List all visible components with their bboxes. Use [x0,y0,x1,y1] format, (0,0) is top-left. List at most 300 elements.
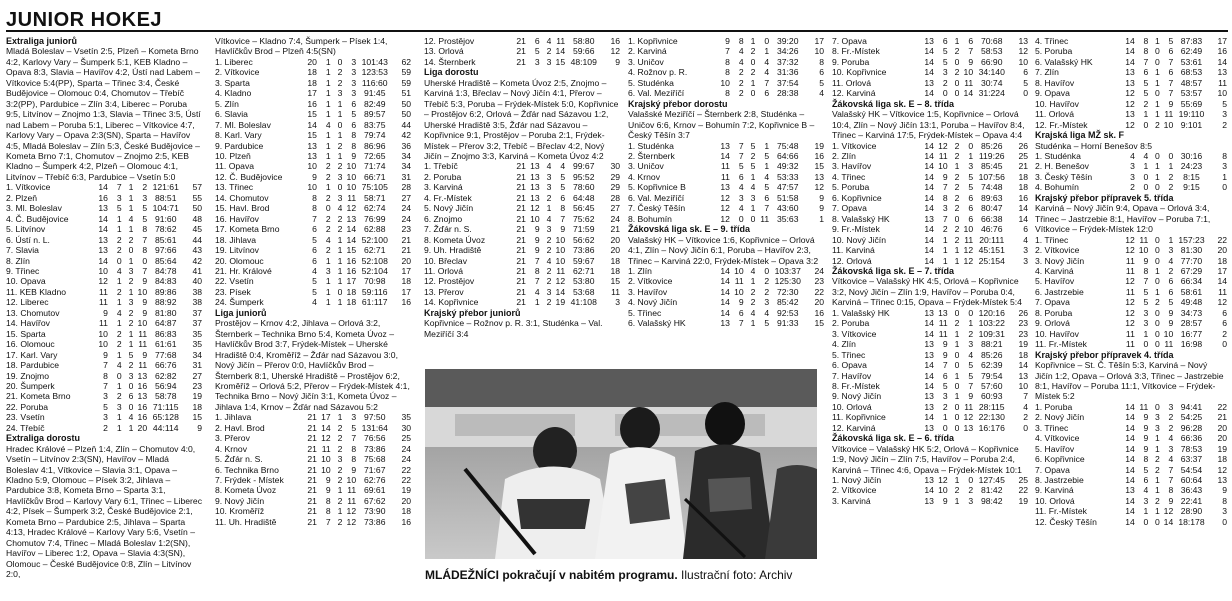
team-name: 9. Třinec [6,265,40,276]
team-name: 3. Uničov [628,161,664,172]
losses: 13 [137,370,148,381]
section-heading: Krajský přebor přípravek 5. třída [1035,192,1174,203]
wins: 5 [942,46,948,57]
table-row [832,329,1028,339]
score: 37:54 [776,77,799,88]
team-name: 2. Zlín [832,150,856,161]
score: 56:45 [572,203,595,214]
table-row [215,57,411,67]
score: 103:22 [978,318,1005,329]
draws: 1 [337,150,343,161]
score: 70:98 [363,276,386,287]
points: 22 [1217,401,1227,412]
wins: 1 [1143,161,1149,172]
table-row [215,433,411,443]
losses: 6 [351,98,357,109]
team-name: 16. Havířov [215,213,259,224]
points: 27 [192,370,202,381]
losses: 3 [968,339,974,350]
draws: 0 [1155,516,1160,527]
table-row [1035,506,1227,516]
losses: 14 [346,234,357,245]
table-row [1035,109,1227,119]
points: 19 [192,391,202,402]
losses: 11 [760,213,770,224]
points: 17 [401,286,411,297]
games: 8 [725,88,730,99]
wins: 8 [1143,46,1149,57]
draws: 1 [128,255,134,266]
table-row [215,485,411,495]
losses: 6 [1168,67,1174,78]
score: 53:57 [1180,88,1203,99]
wins: 1 [534,297,540,308]
games: 3 [103,391,108,402]
team-name: 1. Nový Jičín [832,475,882,486]
table-row [832,235,1028,245]
score: 86:83 [154,328,177,339]
team-name: 18. Jihlava [215,234,257,245]
games: 14 [720,265,730,276]
losses: 1 [764,140,770,151]
score: 63:37 [1180,454,1203,465]
wins: 9 [942,495,948,506]
losses: 6 [968,36,974,46]
score: 62:76 [363,475,386,486]
team-name: 1. Vítkovice [832,140,877,151]
table-row [215,475,411,485]
games: 21 [516,224,526,235]
games: 14 [98,224,108,235]
games: 14 [1125,36,1135,46]
score: 91:45 [363,88,386,99]
points: 19 [1018,339,1028,350]
team-name: 6. Opava [832,360,867,371]
wins: 8 [534,265,540,276]
score: 99:67 [572,161,595,172]
wins: 1 [325,182,331,193]
losses: 18 [346,297,357,308]
draws: 2 [546,234,552,245]
draws: 2 [128,276,134,287]
points: 20 [610,234,620,245]
games: 13 [924,213,934,224]
points: 44 [401,119,411,130]
team-name: 4. Třinec [832,171,866,182]
points: 41 [192,265,202,276]
wins: 4 [116,360,122,371]
table-row [628,318,824,328]
points: 23 [1018,318,1028,329]
draws: 1 [1155,265,1160,276]
games: 14 [924,161,934,172]
team-name: 1. Studénka [1035,150,1081,161]
points: 5 [1222,98,1227,109]
points: 18 [1217,255,1227,266]
games: 13 [924,495,934,506]
results-text: Valašský HK – Vítkovice 1:5, Kopřivnice – Orlová 10:4, Zlín – Nový Jičín 13:1, Poruba – Havířov 8:4, Třinec – Karviná 17:5, Frýdek-Místek – Opava 4:4 [832,109,1025,141]
losses: 9 [1168,318,1174,329]
games: 14 [98,213,108,224]
wins: 9 [534,224,540,235]
table-row [832,182,1028,192]
points: 1 [1222,171,1227,182]
wins: 12 [938,475,948,486]
table-row [1035,433,1227,443]
team-name: 4. Fr.-Místek [424,192,472,203]
table-row [215,99,411,109]
points: 17 [401,265,411,276]
score: 59:116 [361,286,388,297]
team-name: 5. Havířov [1035,276,1075,287]
games: 21 [516,286,526,297]
games: 14 [924,192,934,203]
wins: 10 [938,161,948,172]
table-row [215,287,411,297]
losses: 5 [142,203,148,214]
wins: 1 [325,77,331,88]
losses: 11 [964,234,974,245]
score: 83:75 [363,119,386,130]
games: 21 [516,182,526,193]
draws: 3 [546,224,552,235]
games: 21 [307,506,317,517]
losses: 6 [764,192,770,203]
score: 66:76 [154,360,177,371]
wins: 1 [116,380,122,391]
games: 15 [307,130,317,141]
score: 28:90 [1180,506,1203,517]
wins: 9 [1143,255,1149,266]
wins: 1 [116,224,122,235]
score: 57:60 [980,380,1003,391]
draws: 1 [1155,475,1160,486]
table-row [832,224,1028,234]
points: 5 [819,77,824,88]
points: 37 [192,307,202,318]
table-row [6,360,202,370]
score: 66:90 [980,56,1003,67]
losses: 0 [968,475,974,486]
points: 16 [401,297,411,308]
table-row [628,276,824,286]
wins: 1 [942,234,948,245]
points: 0 [1222,516,1227,527]
wins: 6 [942,370,948,381]
losses: 14 [1163,516,1174,527]
table-row [424,36,620,46]
losses: 9 [1168,98,1174,109]
points: 35 [401,412,411,423]
team-name: 9. Nový Jičín [832,391,882,402]
draws: 0 [1155,46,1160,57]
games: 14 [924,171,934,182]
wins: 9 [325,485,331,496]
table-row [6,381,202,391]
draws: 2 [337,213,343,224]
losses: 5 [351,109,357,120]
losses: 2 [1168,171,1174,182]
games: 21 [516,213,526,224]
losses: 4 [1168,433,1174,444]
table-row [6,256,202,266]
draws: 1 [954,370,960,381]
wins: 1 [116,349,122,360]
score: 86:96 [363,140,386,151]
losses: 7 [968,380,974,391]
team-name: 9. Opava [1035,88,1070,99]
losses: 8 [351,140,357,151]
table-row [832,496,1028,506]
score: 49:48 [1180,297,1203,308]
table-row [215,496,411,506]
points: 17 [1217,36,1227,46]
draws: 1 [337,98,343,109]
wins: 9 [1143,422,1149,433]
table-row [628,214,824,224]
score: 80:47 [980,203,1003,214]
team-name: 1. Valašský HK [832,307,890,318]
points: 19 [401,485,411,496]
table-row [6,245,202,255]
losses: 2 [764,276,770,287]
score: 67:62 [363,495,386,506]
team-name: 24. Šumperk [215,297,264,308]
table-row [6,266,202,276]
points: 10 [1217,88,1227,99]
team-name: 8. Poruba [1035,307,1073,318]
losses: 3 [351,77,357,88]
draws: 0 [1155,307,1160,318]
games: 11 [1125,339,1135,350]
team-name: 21. Kometa Brno [6,391,71,402]
games: 5 [312,276,317,287]
wins: 4 [116,307,122,318]
wins: 14 [321,422,331,433]
points: 17 [814,36,824,46]
draws: 4 [128,412,134,423]
games: 14 [924,245,934,256]
draws: 2 [954,203,960,214]
team-name: 23. Vsetín [6,412,45,423]
points: 12 [814,182,824,193]
points: 22 [1018,485,1028,496]
table-row [1035,297,1227,307]
losses: 5 [351,422,357,433]
wins: 13 [530,171,540,182]
losses: 9 [968,391,974,402]
wins: 5 [1143,77,1149,88]
games: 13 [1125,485,1135,496]
wins: 1 [1143,328,1149,339]
games: 18 [307,77,317,88]
table-row [1035,339,1227,349]
score: 88:51 [154,192,177,203]
wins: 2 [942,77,948,88]
wins: 0 [325,203,331,214]
wins: 7 [534,255,540,266]
wins: 1 [1143,506,1149,517]
points: 18 [192,401,202,412]
points: 0 [1023,88,1028,99]
table-row [215,423,411,433]
section-heading: Krajská liga MŽ sk. F [1035,130,1125,141]
losses: 7 [764,77,770,88]
standings-table [215,57,411,308]
wins: 7 [116,182,122,193]
games: 12 [1125,276,1135,287]
games: 8 [725,56,730,67]
wins: 4 [325,234,331,245]
wins: 0 [1143,182,1149,193]
score: 84:78 [154,265,177,276]
draws: 0 [128,401,134,412]
wins: 4 [738,203,744,214]
score: 127:45 [978,475,1005,486]
table-row [215,161,411,171]
standings-table [628,141,824,225]
games: 15 [307,109,317,120]
losses: 7 [1168,475,1174,486]
games: 14 [1125,475,1135,486]
score: 92:53 [776,307,799,318]
table-row [6,329,202,339]
wins: 13 [938,307,948,318]
results-text: Karviná – Nový Jičín 9:4, Opava – Orlová 3:4, Třinec – Jastrzebie 8:1, Havířov – Poruba 7:1, Vítkovice – Frýdek-Místek 12:0 [1035,203,1211,235]
table-row [215,297,411,307]
team-name: 11. Orlová [832,77,872,88]
wins: 10 [734,286,744,297]
games: 13 [924,77,934,88]
section-heading: Krajský přebor přípravek 4. třída [1035,349,1174,360]
points: 23 [192,380,202,391]
team-name: 8. Jastrzebie [1035,475,1084,486]
draws: 0 [337,182,343,193]
results-text: Studénka – Horní Benešov 8:5 [1035,140,1153,151]
score: 75:62 [572,213,595,224]
score: 67:29 [1180,265,1203,276]
column-6 [1035,36,1227,599]
score: 52:108 [361,255,388,266]
losses: 15 [346,245,357,256]
points: 21 [610,224,620,235]
draws: 3 [546,56,552,67]
points: 4 [819,88,824,99]
draws: 2 [750,286,756,297]
team-name: 14. Kopřivnice [424,297,479,308]
wins: 1 [1143,109,1149,120]
points: 15 [814,161,824,172]
wins: 7 [738,150,744,161]
games: 5 [312,234,317,245]
games: 13 [924,339,934,350]
draws: 3 [337,88,343,99]
score: 107:56 [978,171,1005,182]
games: 21 [516,245,526,256]
games: 13 [1125,77,1135,88]
games: 6 [312,245,317,256]
table-row [424,256,620,266]
draws: 1 [1155,443,1160,454]
table-row [6,193,202,203]
score: 120:16 [978,307,1005,318]
losses: 10 [346,171,357,182]
losses: 4 [560,161,566,172]
score: 9:15 [1183,182,1200,193]
table-row [832,485,1028,495]
losses: 12 [346,203,357,214]
wins: 11 [321,443,331,454]
games: 14 [720,286,730,297]
table-row [6,287,202,297]
losses: 11 [1164,109,1174,120]
games: 12 [1125,307,1135,318]
table-row [832,412,1028,422]
standings-table [424,161,620,307]
wins: 4 [738,56,744,67]
games: 13 [98,245,108,256]
draws: 1 [954,328,960,339]
points: 25 [1018,150,1028,161]
draws: 4 [128,213,134,224]
team-name: 4. Nový Jičín [628,297,678,308]
draws: 1 [954,391,960,402]
wins: 1 [325,150,331,161]
losses: 6 [764,88,770,99]
wins: 5 [1143,286,1149,297]
table-row [6,318,202,328]
table-row [6,308,202,318]
results-text: Mladá Boleslav – Vsetín 2:5, Plzeň – Kometa Brno 4:2, Karlovy Vary – Šumperk 5:1, KEB Kladno – Opava 8:3, Slavia – Havířov 4:2, Ústí nad Labem – Vítkovice 5:4(PP), Sparta – Třinec 3:4, České Budějovice – Olomouc 0:4, Chomutov – Třebíč 3:2(PP), Pardubice – Zlín 3:4, Liberec – Poruba 9:5, Litvínov – Znojmo 1:3, Slavia – Třinec 3:5, Ústí nad Labem – Poruba 5:1, Liberec – Vítkovice 4:7, Karlovy Vary – Opava 2:3(SN), Sparta – Havířov 4:5, Mladá Boleslav – Zlín 5:3, České Budějovice – Kometa Brno 7:1, Chomutov – Znojmo 2:5, KEB Kladno – Šumperk 4:2, Plzeň – Olomouc 4:1, Litvínov – Třebíč 6:3, Pardubice – Vsetín 5:0 [6,46,201,182]
table-row [628,297,824,307]
score: 121:61 [152,182,179,193]
points: 6 [1023,224,1028,235]
team-name: 2. H. Benešov [1035,161,1089,172]
table-row [832,256,1028,266]
games: 7 [103,360,108,371]
points: 35 [192,339,202,350]
wins: 9 [1143,433,1149,444]
losses: 4 [764,67,770,78]
losses: 16 [137,401,148,412]
table-row [1035,256,1227,266]
team-name: 1. Kopřivnice [628,36,678,46]
wins: 8 [325,495,331,506]
score: 96:28 [1180,422,1203,433]
score: 79:54 [980,370,1003,381]
table-row [832,67,1028,77]
games: 9 [725,36,730,46]
losses: 12 [963,245,974,256]
score: 81:42 [980,485,1003,496]
table-row [1035,172,1227,182]
table-row [215,88,411,98]
draws: 1 [337,130,343,141]
losses: 5 [560,171,566,182]
score: 44:114 [152,422,179,433]
draws: 3 [1155,422,1160,433]
table-row [1035,67,1227,77]
team-name: 4. Krnov [215,443,248,454]
team-name: 13. Chomutov [6,307,60,318]
draws: 0 [954,77,960,88]
losses: 7 [1168,464,1174,475]
games: 21 [307,412,317,423]
caption-credit: Ilustrační foto: Archiv [677,568,793,582]
wins: 12 [530,203,540,214]
score: 72:30 [776,286,799,297]
games: 14 [924,234,934,245]
